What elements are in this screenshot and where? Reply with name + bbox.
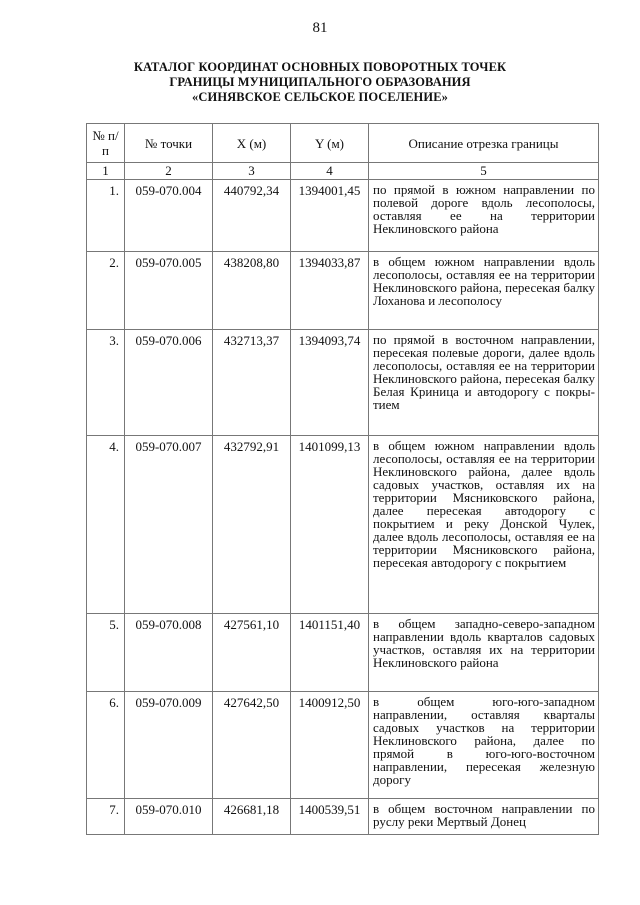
page-number: 81 [312, 20, 328, 36]
row-number: 3. [87, 330, 125, 436]
column-number: 1 [87, 163, 125, 180]
y-coordinate: 1400912,50 [291, 692, 369, 799]
header-description: Описание отрезка границы [369, 124, 599, 163]
x-coordinate: 427642,50 [213, 692, 291, 799]
point-id: 059-070.009 [125, 692, 213, 799]
segment-description: в общем южном направлении вдоль лесополосы, оставляя ее на территории Неклиновского района, далее вдоль садовых участков, оставляя их на территории Мясниковского района, далее пересекая автодорогу с покрытием и реку Донской Чулек, далее вдоль лесополосы, оставляя ее на территории Мясниковского района, пересекая автодорогу с покрытием [369, 436, 599, 614]
x-coordinate: 427561,10 [213, 614, 291, 692]
header-x: X (м) [213, 124, 291, 163]
table-row [87, 614, 599, 692]
table-row [87, 692, 599, 799]
point-id: 059-070.005 [125, 252, 213, 330]
column-numbers-row [87, 163, 599, 180]
column-number: 4 [291, 163, 369, 180]
title-line-2: ГРАНИЦЫ МУНИЦИПАЛЬНОГО ОБРАЗОВАНИЯ [169, 75, 471, 89]
point-id: 059-070.004 [125, 180, 213, 252]
segment-description: в общем восточном направлении по руслу реки Мертвый Донец [369, 799, 599, 835]
point-id: 059-070.006 [125, 330, 213, 436]
table-row [87, 180, 599, 252]
y-coordinate: 1394001,45 [291, 180, 369, 252]
row-number: 5. [87, 614, 125, 692]
column-number: 5 [369, 163, 599, 180]
row-number: 4. [87, 436, 125, 614]
x-coordinate: 426681,18 [213, 799, 291, 835]
table-row [87, 330, 599, 436]
table-row [87, 799, 599, 835]
column-number: 2 [125, 163, 213, 180]
segment-description: в общем южном направлении вдоль лесополосы, оставляя ее на территории Неклиновского района, пересекая балку Лоханова и лесополосу [369, 252, 599, 330]
row-number: 1. [87, 180, 125, 252]
segment-description: по прямой в восточном направлении, пересекая полевые дороги, далее вдоль лесополосы, оставляя ее на территории Неклиновского района, пересекая балку Белая Криница и автодорогу с покрытием [369, 330, 599, 436]
table-row [87, 436, 599, 614]
document-title [0, 60, 640, 105]
table-row [87, 252, 599, 330]
y-coordinate: 1394093,74 [291, 330, 369, 436]
header-y: Y (м) [291, 124, 369, 163]
row-number: 2. [87, 252, 125, 330]
column-number: 3 [213, 163, 291, 180]
y-coordinate: 1400539,51 [291, 799, 369, 835]
x-coordinate: 438208,80 [213, 252, 291, 330]
row-number: 6. [87, 692, 125, 799]
header-point-number: № точки [125, 124, 213, 163]
point-id: 059-070.007 [125, 436, 213, 614]
y-coordinate: 1394033,87 [291, 252, 369, 330]
y-coordinate: 1401151,40 [291, 614, 369, 692]
table-header-row [87, 124, 599, 163]
header-row-number-label: № п/п [92, 128, 119, 158]
y-coordinate: 1401099,13 [291, 436, 369, 614]
title-line-1: КАТАЛОГ КООРДИНАТ ОСНОВНЫХ ПОВОРОТНЫХ ТОЧЕК [133, 60, 507, 74]
row-number: 7. [87, 799, 125, 835]
x-coordinate: 432713,37 [213, 330, 291, 436]
title-line-3: «СИНЯВСКОЕ СЕЛЬСКОЕ ПОСЕЛЕНИЕ» [192, 90, 448, 104]
point-id: 059-070.010 [125, 799, 213, 835]
segment-description: в общем западно-северо-западном направлении вдоль кварталов садовых участков, оставляя их на территории Неклиновского района [369, 614, 599, 692]
point-id: 059-070.008 [125, 614, 213, 692]
x-coordinate: 432792,91 [213, 436, 291, 614]
coordinates-table [86, 123, 599, 835]
segment-description: в общем юго-юго-западном направлении, оставляя кварталы садовых участков на территории Неклиновского района, далее по прямой в юго-юго-восточном направлении, пересекая железную дорогу [369, 692, 599, 799]
x-coordinate: 440792,34 [213, 180, 291, 252]
header-row-number [87, 124, 125, 163]
segment-description: по прямой в южном направлении по полевой дороге вдоль лесополосы, оставляя ее на территории Неклиновского района [369, 180, 599, 252]
